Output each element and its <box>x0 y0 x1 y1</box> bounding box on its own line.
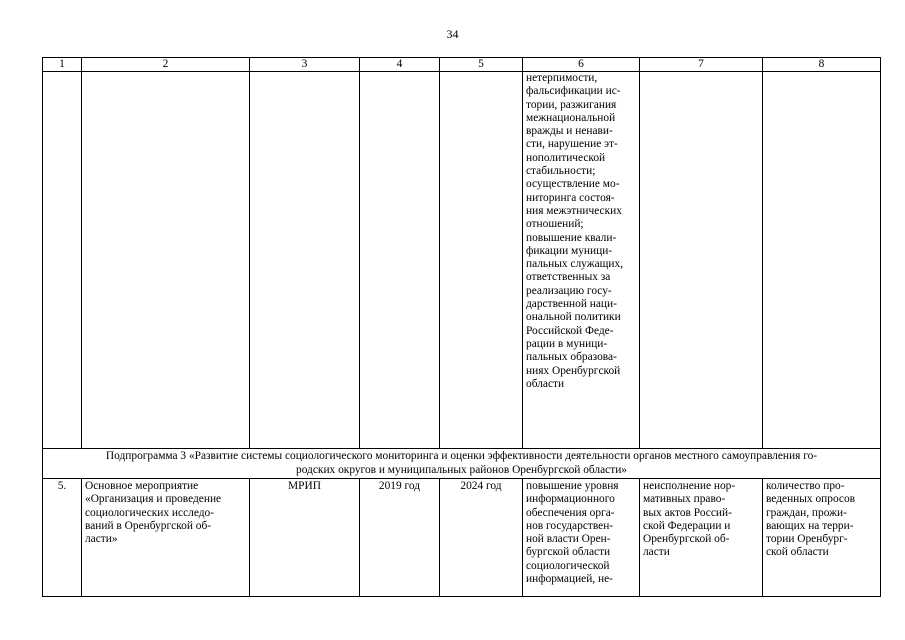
result-line: осуществление мо- <box>526 178 620 191</box>
measure-line: «Организация и проведение <box>85 493 222 506</box>
result-line: ной власти Орен- <box>526 533 611 546</box>
measure-row-5 <box>43 479 881 597</box>
result-line: межнациональной <box>526 111 616 124</box>
expected-result-cell <box>523 479 640 597</box>
measure-line: ласти» <box>85 533 118 546</box>
result-line: области <box>526 377 565 390</box>
indicator-line: ской области <box>766 546 829 559</box>
executor-cell: МРИП <box>250 479 360 597</box>
result-line: фикации муници- <box>526 244 613 257</box>
consequence-line: ской Федерации и <box>643 519 731 532</box>
result-line: повышение уровня <box>526 480 619 492</box>
consequence-line: вых актов Россий- <box>643 506 732 519</box>
result-line: ния межэтнических <box>526 204 622 217</box>
consequence-line: Оренбургской об- <box>643 533 730 546</box>
result-line: отношений; <box>526 218 584 231</box>
result-line: реализацию госу- <box>526 284 612 297</box>
column-header-6: 6 <box>523 58 640 72</box>
result-line: информационного <box>526 493 615 506</box>
result-line: бургской области <box>526 546 611 559</box>
consequences-cell <box>640 479 763 597</box>
end-year-cell: 2024 год <box>440 479 523 597</box>
indicator-line: вающих на терри- <box>766 519 854 532</box>
page-number: 34 <box>446 27 459 41</box>
result-line: тории, разжигания <box>526 98 617 111</box>
column-header-4: 4 <box>360 58 440 72</box>
consequence-line: неисполнение нор- <box>643 480 736 492</box>
result-line: информацией, не- <box>526 573 613 586</box>
continuation-cell-1 <box>43 72 82 449</box>
column-header-1: 1 <box>43 58 82 72</box>
continuation-result-cell <box>523 72 640 449</box>
indicator-line: количество про- <box>766 480 845 492</box>
result-line: фальсификации ис- <box>526 85 621 98</box>
column-header-8: 8 <box>763 58 881 72</box>
measure-line: социологических исследо- <box>85 506 215 519</box>
continuation-cell-8 <box>763 72 881 449</box>
result-line: рации в муници- <box>526 337 608 350</box>
continuation-row <box>43 72 881 449</box>
subprogram-line: родских округов и муниципальных районов Оренбургской области» <box>296 463 627 476</box>
result-line: ниях Оренбургской <box>526 364 621 377</box>
indicator-line: тории Оренбург- <box>766 533 848 546</box>
result-line: дарственной наци- <box>526 298 617 311</box>
result-line: ниторинга состоя- <box>526 191 615 204</box>
result-line: нов государствен- <box>526 519 614 532</box>
column-header-5: 5 <box>440 58 523 72</box>
indicator-line: граждан, прожи- <box>766 506 847 519</box>
measure-name-cell <box>82 479 250 597</box>
continuation-cell-4 <box>360 72 440 449</box>
subprogram-line: Подпрограмма 3 «Развитие системы социологического мониторинга и оценки эффективности деятельности органов местного самоуправления го- <box>105 450 818 462</box>
consequence-line: мативных право- <box>643 493 726 506</box>
indicator-cell <box>763 479 881 597</box>
program-table <box>42 57 881 597</box>
result-line: ональной политики <box>526 311 621 324</box>
consequence-line: ласти <box>643 546 670 559</box>
column-number-row <box>43 58 881 72</box>
result-line: нетерпимости, <box>526 72 598 84</box>
result-line: Российской Феде- <box>526 324 614 337</box>
result-line: вражды и ненави- <box>526 125 613 138</box>
continuation-cell-3 <box>250 72 360 449</box>
column-header-2: 2 <box>82 58 250 72</box>
column-header-7: 7 <box>640 58 763 72</box>
row-number: 5. <box>43 479 82 597</box>
result-line: пальных образова- <box>526 351 617 364</box>
result-line: ответственных за <box>526 271 611 284</box>
column-header-3: 3 <box>250 58 360 72</box>
result-line: пальных служащих, <box>526 258 624 271</box>
result-line: стабильности; <box>526 165 596 178</box>
result-line: повышение квали- <box>526 231 617 244</box>
continuation-cell-5 <box>440 72 523 449</box>
measure-line: Основное мероприятие <box>85 480 199 492</box>
result-line: обеспечения орга- <box>526 506 615 519</box>
continuation-cell-2 <box>82 72 250 449</box>
measure-line: ваний в Оренбургской об- <box>85 519 212 532</box>
continuation-cell-7 <box>640 72 763 449</box>
result-line: нополитической <box>526 151 606 164</box>
subprogram-row <box>43 449 881 479</box>
start-year-cell: 2019 год <box>360 479 440 597</box>
subprogram-heading <box>43 449 881 479</box>
result-line: социологической <box>526 559 610 572</box>
result-line: сти, нарушение эт- <box>526 138 618 151</box>
indicator-line: веденных опросов <box>766 493 856 506</box>
